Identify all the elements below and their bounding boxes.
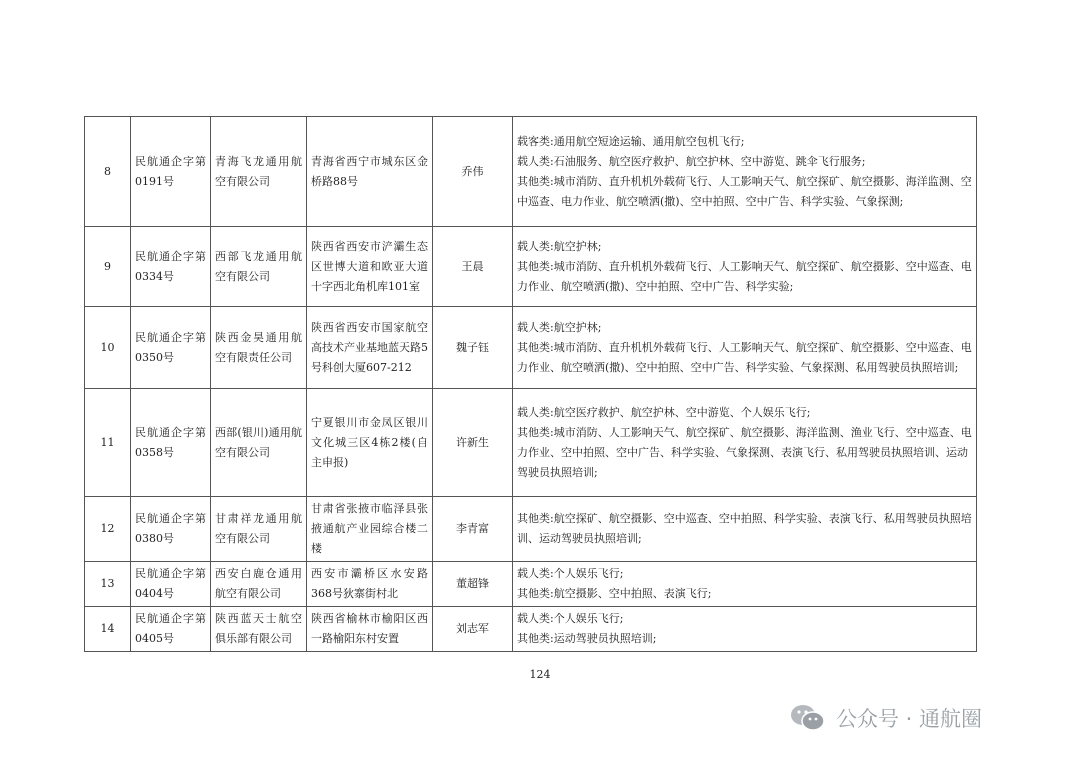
company-name: 陕西蓝天士航空俱乐部有限公司 [211, 607, 307, 652]
registry-table [84, 116, 977, 652]
company-name: 西安白鹿仓通用航空有限公司 [211, 562, 307, 607]
company-address: 陕西省西安市浐灞生态区世博大道和欧亚大道十字西北角机库101室 [307, 227, 433, 307]
scope-line: 载客类:通用航空短途运输、通用航空包机飞行; [517, 134, 745, 148]
scope-line: 其他类:航空摄影、空中拍照、表演飞行; [517, 587, 712, 600]
business-scope [513, 607, 977, 652]
scope-line: 其他类:运动驾驶员执照培训; [517, 632, 657, 645]
legal-representative: 乔伟 [433, 117, 513, 227]
scope-line: 其他类:城市消防、直升机机外载荷飞行、人工影响天气、航空探矿、航空摄影、空中巡查、电力作业、航空喷洒(撒)、空中拍照、空中广告、科学实验、气象探测、私用驾驶员执照培训; [517, 340, 972, 374]
company-address: 宁夏银川市金凤区银川文化城三区4栋2楼(自主申报) [307, 389, 433, 497]
legal-representative: 刘志军 [433, 607, 513, 652]
legal-representative: 李青富 [433, 497, 513, 562]
scope-line: 其他类:城市消防、直升机机外载荷飞行、人工影响天气、航空探矿、航空摄影、空中巡查、电力作业、航空喷洒(撒)、空中拍照、空中广告、科学实验; [517, 259, 972, 293]
license-number: 民航通企字第0405号 [131, 607, 211, 652]
table-row [85, 497, 977, 562]
license-number: 民航通企字第0358号 [131, 389, 211, 497]
business-scope [513, 497, 977, 562]
legal-representative: 董超锋 [433, 562, 513, 607]
company-name: 西部飞龙通用航空有限公司 [211, 227, 307, 307]
business-scope [513, 307, 977, 389]
company-address: 陕西省榆林市榆阳区西一路榆阳东村安置 [307, 607, 433, 652]
scope-line: 其他类:城市消防、人工影响天气、航空探矿、航空摄影、海洋监测、渔业飞行、空中巡查、电力作业、空中拍照、空中广告、科学实验、气象探测、表演飞行、私用驾驶员执照培训、运动驾驶员执照培训; [517, 425, 972, 479]
row-number: 12 [85, 497, 131, 562]
license-number: 民航通企字第0191号 [131, 117, 211, 227]
scope-line: 载人类:个人娱乐飞行; [517, 612, 624, 625]
company-address: 青海省西宁市城东区金桥路88号 [307, 117, 433, 227]
company-address: 甘肃省张掖市临泽县张掖通航产业园综合楼二楼 [307, 497, 433, 562]
company-name: 青海飞龙通用航空有限公司 [211, 117, 307, 227]
scope-line: 载人类:航空医疗救护、航空护林、空中游览、个人娱乐飞行; [517, 405, 811, 419]
table-row [85, 607, 977, 652]
table-row [85, 562, 977, 607]
legal-representative: 王晨 [433, 227, 513, 307]
license-number: 民航通企字第0404号 [131, 562, 211, 607]
table-row [85, 389, 977, 497]
row-number: 11 [85, 389, 131, 497]
legal-representative: 许新生 [433, 389, 513, 497]
business-scope [513, 389, 977, 497]
row-number: 14 [85, 607, 131, 652]
license-number: 民航通企字第0380号 [131, 497, 211, 562]
scope-line: 载人类:个人娱乐飞行; [517, 567, 624, 580]
company-name: 甘肃祥龙通用航空有限公司 [211, 497, 307, 562]
company-name: 西部(银川)通用航空有限公司 [211, 389, 307, 497]
business-scope [513, 117, 977, 227]
page-number: 124 [529, 668, 551, 681]
table-row [85, 117, 977, 227]
row-number: 13 [85, 562, 131, 607]
scope-line: 载人类:航空护林; [517, 239, 602, 253]
row-number: 8 [85, 117, 131, 227]
business-scope [513, 562, 977, 607]
company-name: 陕西金昊通用航空有限责任公司 [211, 307, 307, 389]
license-number: 民航通企字第0334号 [131, 227, 211, 307]
legal-representative: 魏子钰 [433, 307, 513, 389]
scope-line: 其他类:航空探矿、航空摄影、空中巡查、空中拍照、科学实验、表演飞行、私用驾驶员执照培训、运动驾驶员执照培训; [517, 512, 972, 545]
wechat-icon [790, 703, 826, 733]
business-scope [513, 227, 977, 307]
license-number: 民航通企字第0350号 [131, 307, 211, 389]
company-address: 西安市灞桥区水安路368号狄寨街村北 [307, 562, 433, 607]
table-row [85, 307, 977, 389]
watermark [790, 700, 982, 736]
watermark-text: 公众号 · 通航圈 [836, 707, 983, 731]
company-address: 陕西省西安市国家航空高技术产业基地蓝天路5号科创大厦607-212 [307, 307, 433, 389]
table-row [85, 227, 977, 307]
scope-line: 载人类:石油服务、航空医疗救护、航空护林、空中游览、跳伞飞行服务; [517, 154, 866, 168]
row-number: 9 [85, 227, 131, 307]
scope-line: 其他类:城市消防、直升机机外载荷飞行、人工影响天气、航空探矿、航空摄影、海洋监测、空中巡查、电力作业、航空喷洒(撒)、空中拍照、空中广告、科学实验、气象探测; [517, 174, 972, 208]
row-number: 10 [85, 307, 131, 389]
scope-line: 载人类:航空护林; [517, 320, 602, 334]
